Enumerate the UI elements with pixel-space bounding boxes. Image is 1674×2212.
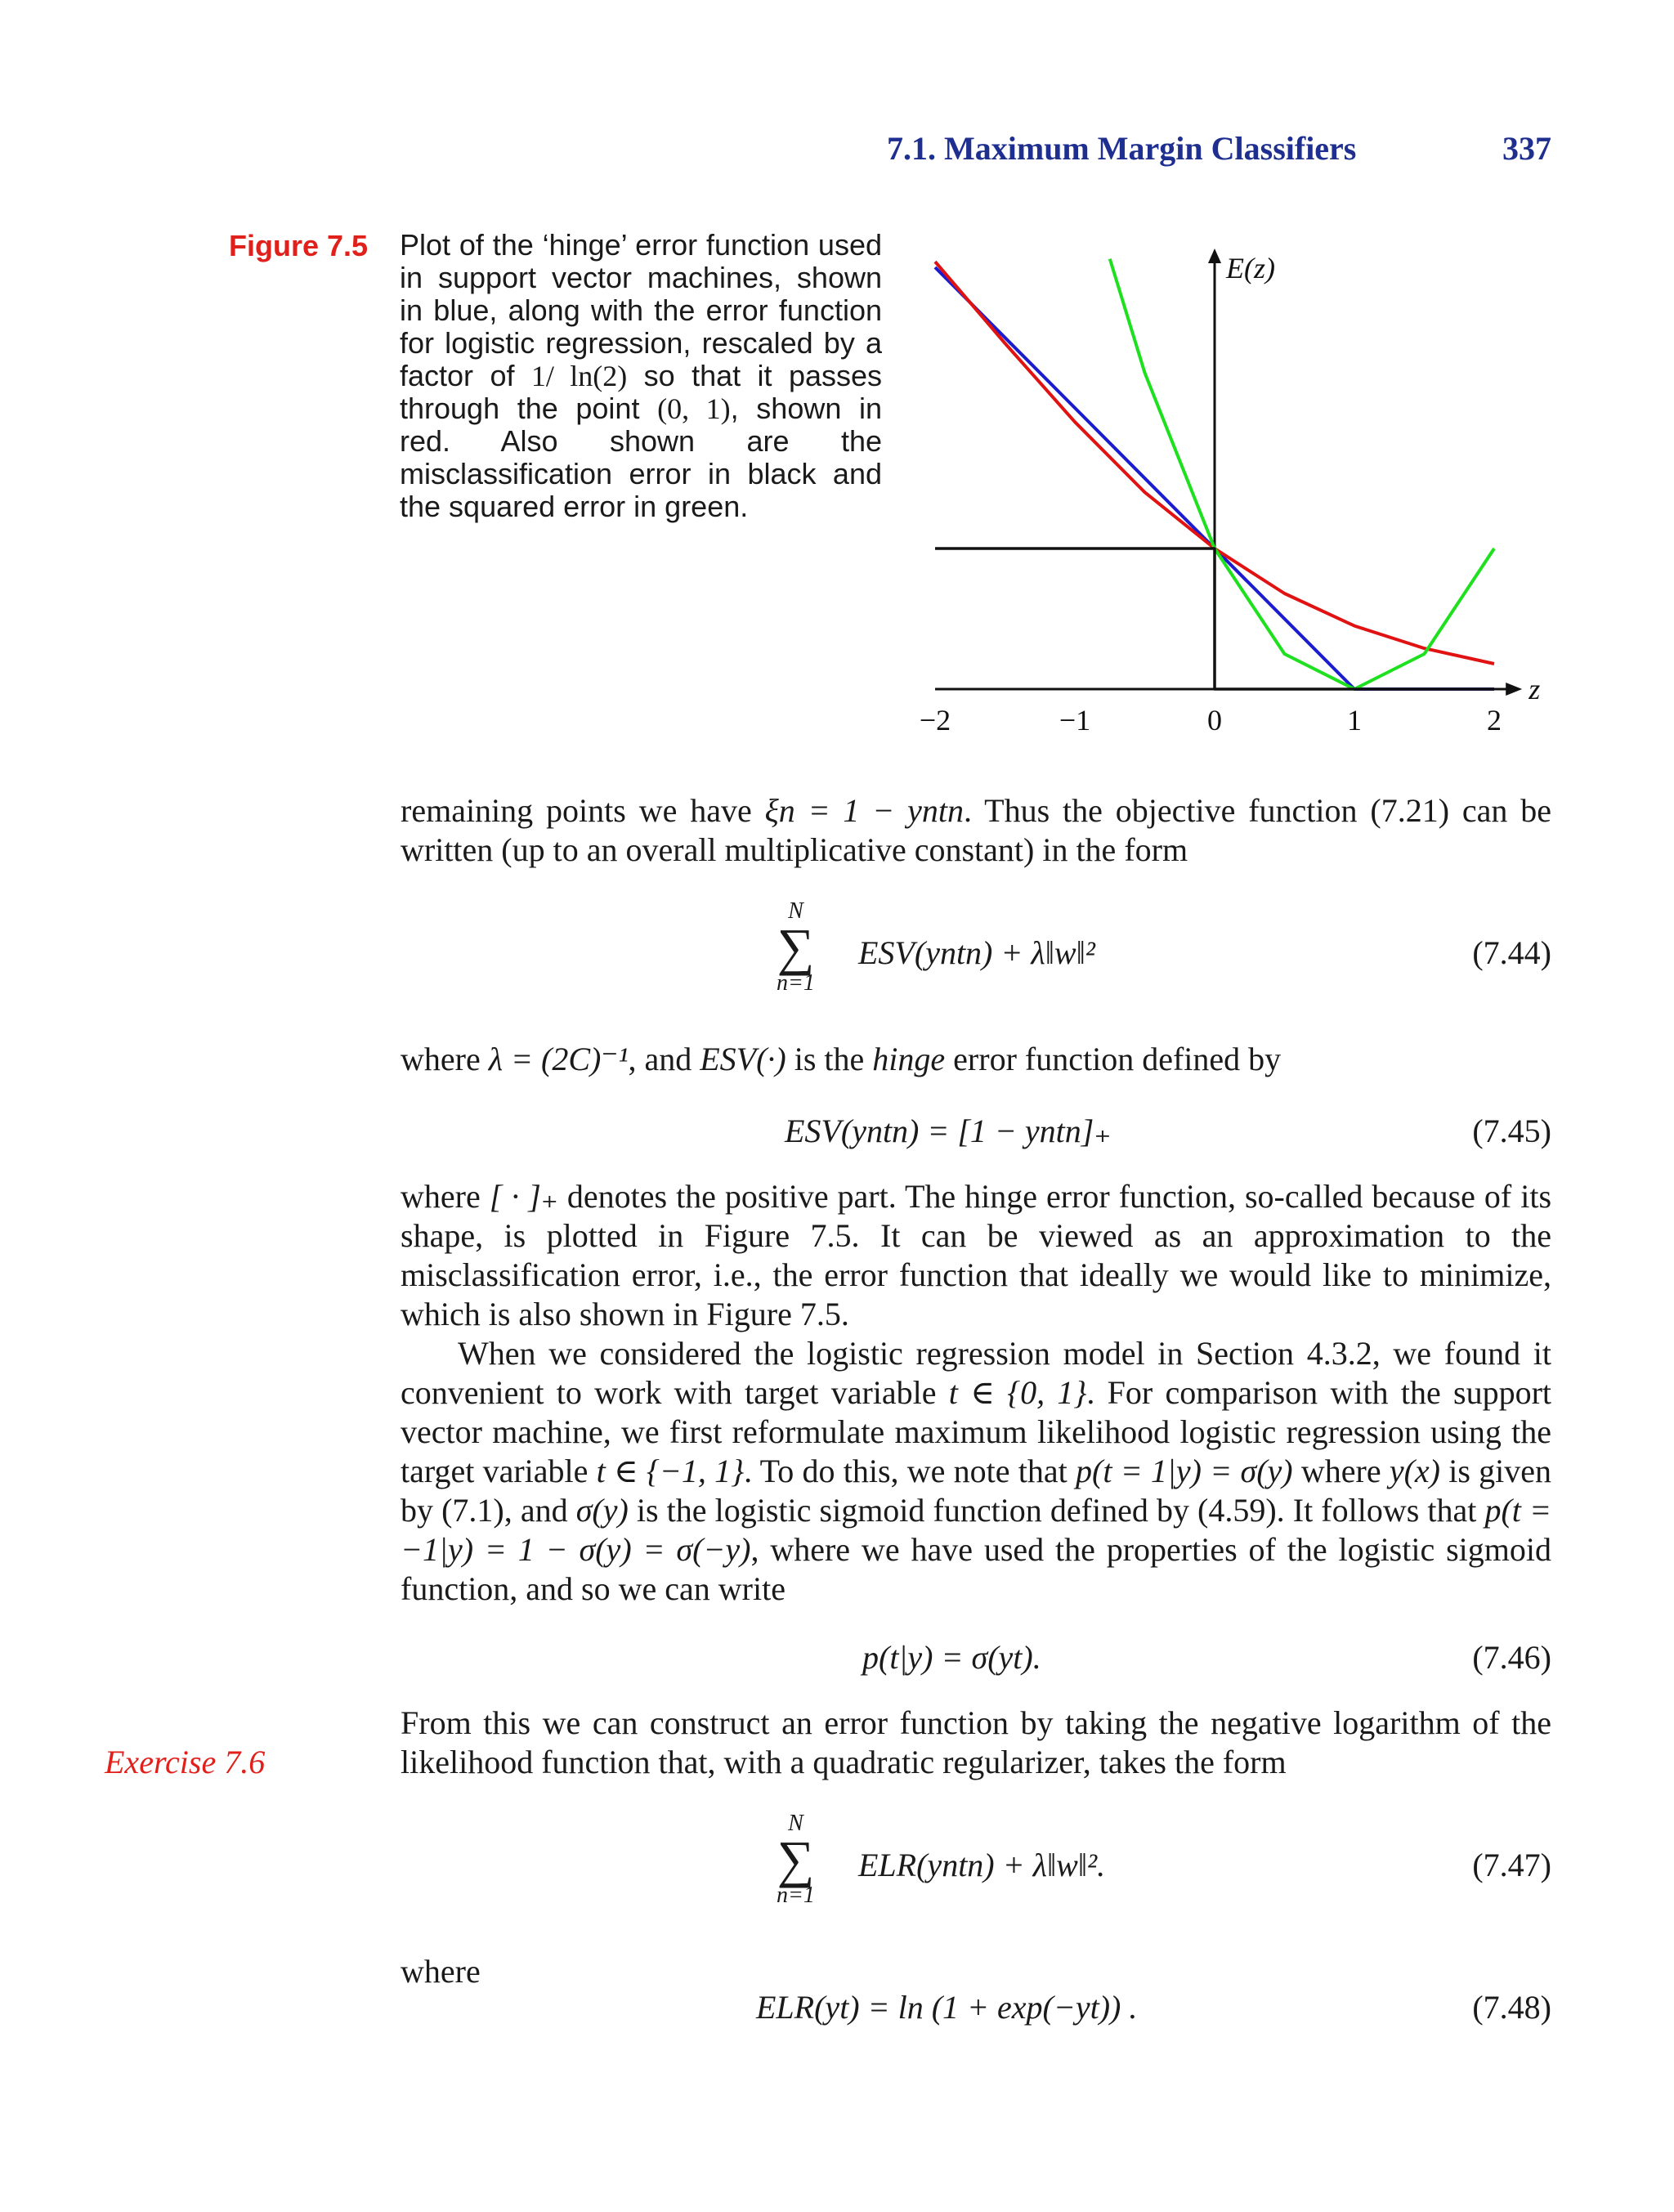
y-axis-label: E(z)	[1226, 252, 1275, 284]
error-function-chart	[883, 245, 1602, 752]
equation-7-48: ELR(yt) = ln (1 + exp(−yt)) . (7.48)	[756, 1989, 1551, 2026]
equation-7-44: N ∑ n=1 ESV(yntn) + λ‖w‖² (7.44)	[777, 898, 1551, 996]
equation-7-46: p(t|y) = σ(yt). (7.46)	[862, 1639, 1551, 1676]
page-number: 337	[1502, 130, 1551, 167]
paragraph-1: remaining points we have ξn = 1 − yntn. Thus the objective function (7.21) can be written (up to an overall multiplicative constant) in the form	[401, 792, 1552, 868]
paragraph-3: where [ · ]₊ denotes the positive part. The hinge error function, so-called because of its shape, is plotted in Figure 7.5. It can be viewed as an approximation to the misclassification error, i.e., the error function that ideally we would like to minimize, which is also shown in Figure 7.5.	[401, 1178, 1552, 1332]
x-axis-arrow	[1506, 683, 1522, 696]
squared-error-line	[1110, 259, 1494, 689]
x-tick-label: 1	[1347, 704, 1362, 737]
y-axis-arrow	[1208, 249, 1221, 263]
misclassification-error-line	[935, 549, 1494, 689]
figure-caption: Plot of the ‘hinge’ error function used in support vector machines, shown in blue, along with the error function for logistic regression, rescaled by a factor of 1/ ln(2) so that it passes through the point (0, 1), shown in red. Also shown are the misclassification error in black and the squared error in green.	[400, 228, 883, 523]
paragraph-4: When we considered the logistic regression model in Section 4.3.2, we found it convenient to work with target variable t ∈ {0, 1}. For comparison with the support vector machine, we first reformulate maximum likelihood logistic regression using the target variable t ∈ {−1, 1}. To do this, we note that p(t = 1|y) = σ(y) where y(x) is given by (7.1), and σ(y) is the logistic sigmoid function defined by (4.59). It follows that p(t = −1|y) = 1 − σ(y) = σ(−y), where we have used the properties of the logistic sigmoid function, and so we can write	[401, 1335, 1552, 1607]
equation-number: (7.48)	[1472, 1989, 1551, 2026]
summation-symbol: N ∑ n=1	[777, 898, 815, 996]
equation-number: (7.45)	[1472, 1113, 1551, 1149]
x-tick-label: 2	[1487, 704, 1502, 737]
figure-label: Figure 7.5	[229, 229, 369, 262]
paragraph-5: From this we can construct an error function by taking the negative logarithm of the likelihood function that, with a quadratic regularizer, takes the form	[401, 1704, 1551, 1780]
equation-number: (7.44)	[1472, 934, 1551, 971]
paragraph-6: where	[401, 1953, 481, 1990]
running-head: 7.1. Maximum Margin Classifiers	[887, 130, 1357, 167]
exercise-margin-note[interactable]: Exercise 7.6	[105, 1744, 266, 1780]
x-tick-label: −1	[1059, 704, 1091, 737]
equation-number: (7.47)	[1472, 1847, 1551, 1883]
equation-7-45: ESV(yntn) = [1 − yntn]₊ (7.45)	[785, 1113, 1551, 1149]
x-tick-label: 0	[1207, 704, 1222, 737]
equation-number: (7.46)	[1472, 1639, 1551, 1676]
equation-7-47: N ∑ n=1 ELR(yntn) + λ‖w‖². (7.47)	[777, 1811, 1551, 1908]
paragraph-2: where λ = (2C)⁻¹, and ESV(·) is the hinge error function defined by	[401, 1041, 1282, 1077]
summation-symbol: N ∑ n=1	[777, 1811, 815, 1908]
x-axis-label: z	[1529, 673, 1541, 705]
x-tick-label: −2	[919, 704, 951, 737]
